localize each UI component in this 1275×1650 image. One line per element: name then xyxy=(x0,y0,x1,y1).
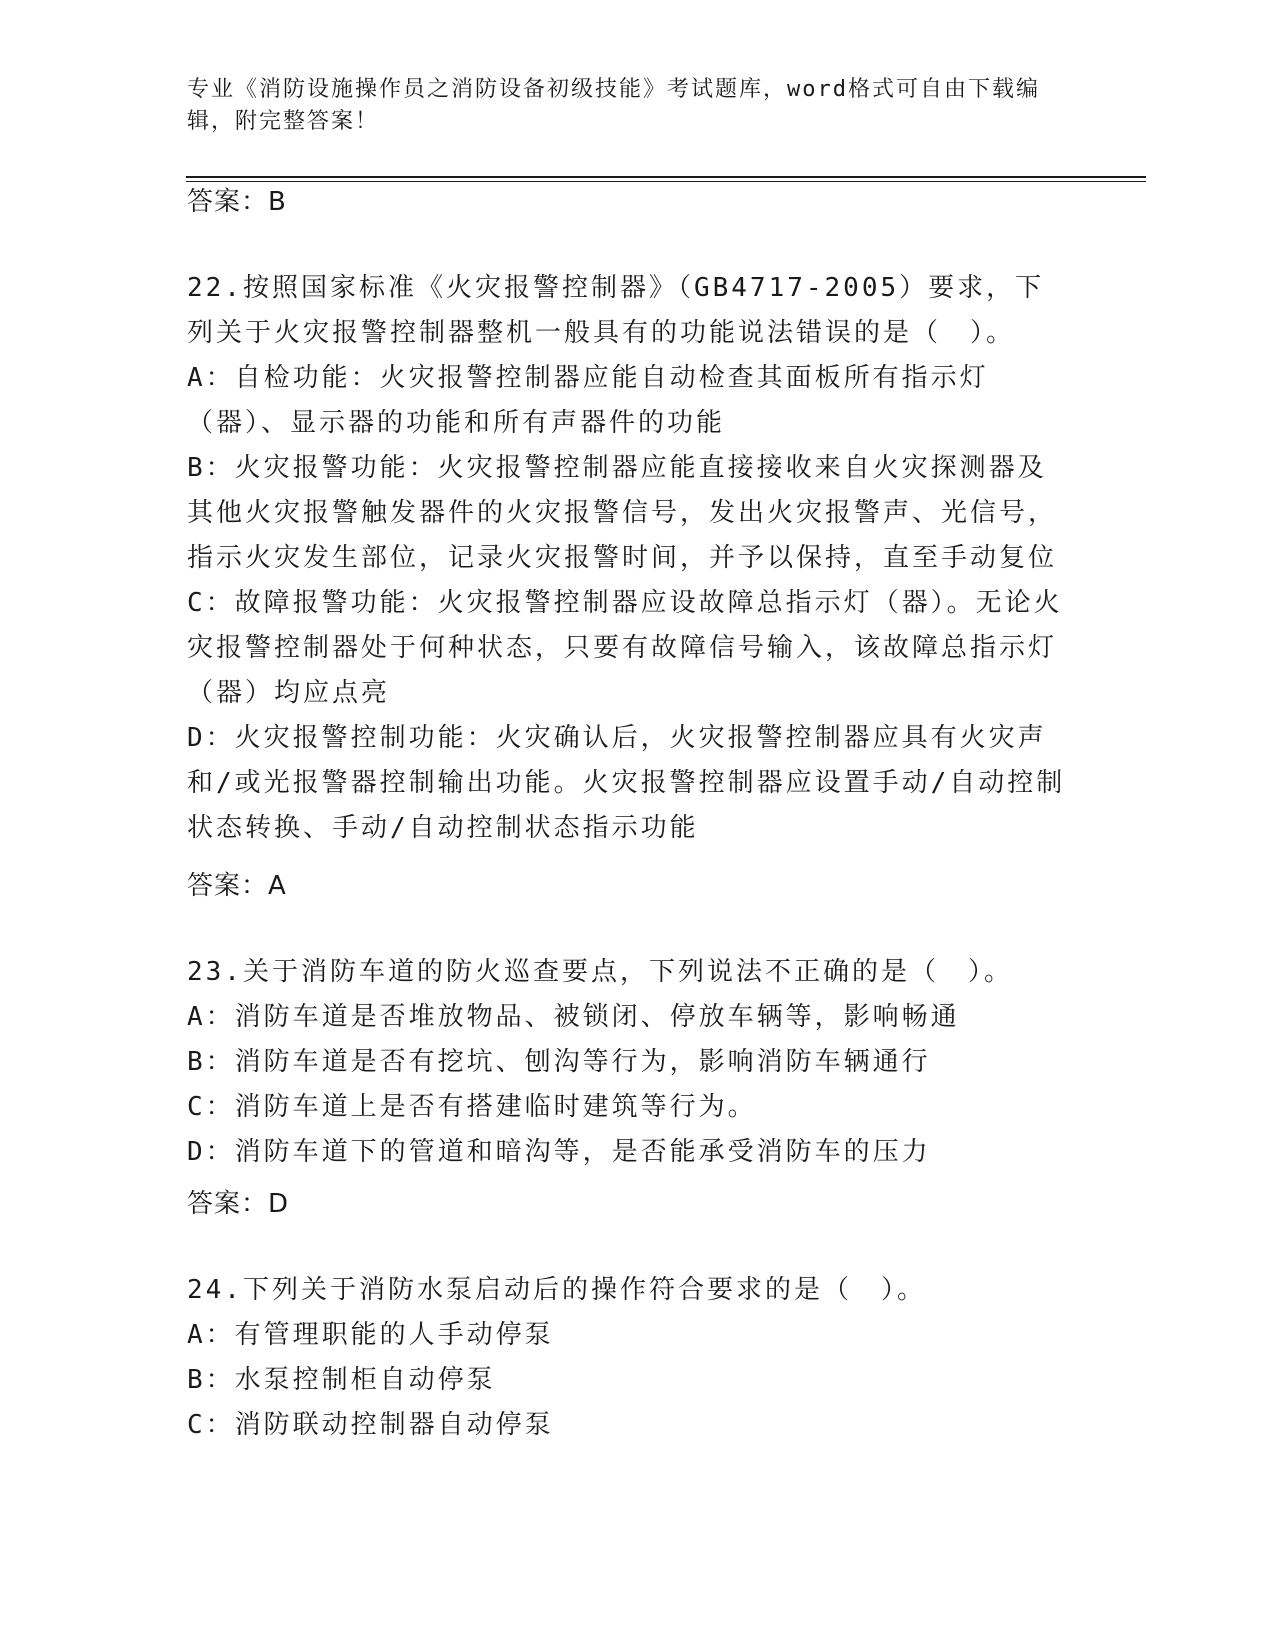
option-a: A：消防车道是否堆放物品、被锁闭、停放车辆等，影响畅通 xyxy=(187,1002,960,1032)
option-b: B：消防车道是否有挖坑、刨沟等行为，影响消防车辆通行 xyxy=(187,1047,931,1077)
header-rule xyxy=(186,176,1146,178)
option-d: D：火灾报警控制功能：火灾确认后，火灾报警控制器应具有火灾声和/或光报警器控制输出功能。火灾报警控制器应设置手动/自动控制状态转换、手动/自动控制状态指示功能 xyxy=(187,723,1066,843)
option-d: D：消防车道下的管道和暗沟等，是否能承受消防车的压力 xyxy=(187,1137,931,1167)
question-stem: 24.下列关于消防水泵启动后的操作符合要求的是（ ）。 xyxy=(187,1275,926,1305)
document-header: 专业《消防设施操作员之消防设备初级技能》考试题库，word格式可自由下载编辑，附完整答案！ xyxy=(187,77,1040,134)
question-24 xyxy=(187,1268,1067,1448)
option-c: C：消防联动控制器自动停泵 xyxy=(187,1410,554,1440)
option-b: B：水泵控制柜自动停泵 xyxy=(187,1365,496,1395)
question-22 xyxy=(187,266,1067,851)
option-a: A：自检功能：火灾报警控制器应能自动检查其面板所有指示灯（器）、显示器的功能和所有声器件的功能 xyxy=(187,363,989,438)
header-rule-thin xyxy=(186,181,1146,182)
option-a: A：有管理职能的人手动停泵 xyxy=(187,1320,554,1350)
answer-q22: 答案：A xyxy=(187,871,287,901)
question-stem: 22.按照国家标准《火灾报警控制器》（GB4717-2005）要求，下列关于火灾报警控制器整机一般具有的功能说法错误的是（ ）。 xyxy=(187,273,1045,348)
answer-q23: 答案：D xyxy=(187,1189,290,1219)
answer-q21: 答案：B xyxy=(187,187,287,217)
option-b: B：火灾报警功能：火灾报警控制器应能直接接收来自火灾探测器及其他火灾报警触发器件的火灾报警信号，发出火灾报警声、光信号，指示火灾发生部位，记录火灾报警时间，并予以保持，直至手动复位 xyxy=(187,453,1058,573)
option-c: C：故障报警功能：火灾报警控制器应设故障总指示灯（器）。无论火灾报警控制器处于何种状态，只要有故障信号输入，该故障总指示灯（器）均应点亮 xyxy=(187,588,1063,708)
option-c: C：消防车道上是否有搭建临时建筑等行为。 xyxy=(187,1092,757,1122)
question-23 xyxy=(187,950,1067,1175)
question-stem: 23.关于消防车道的防火巡查要点，下列说法不正确的是（ ）。 xyxy=(187,957,1013,987)
